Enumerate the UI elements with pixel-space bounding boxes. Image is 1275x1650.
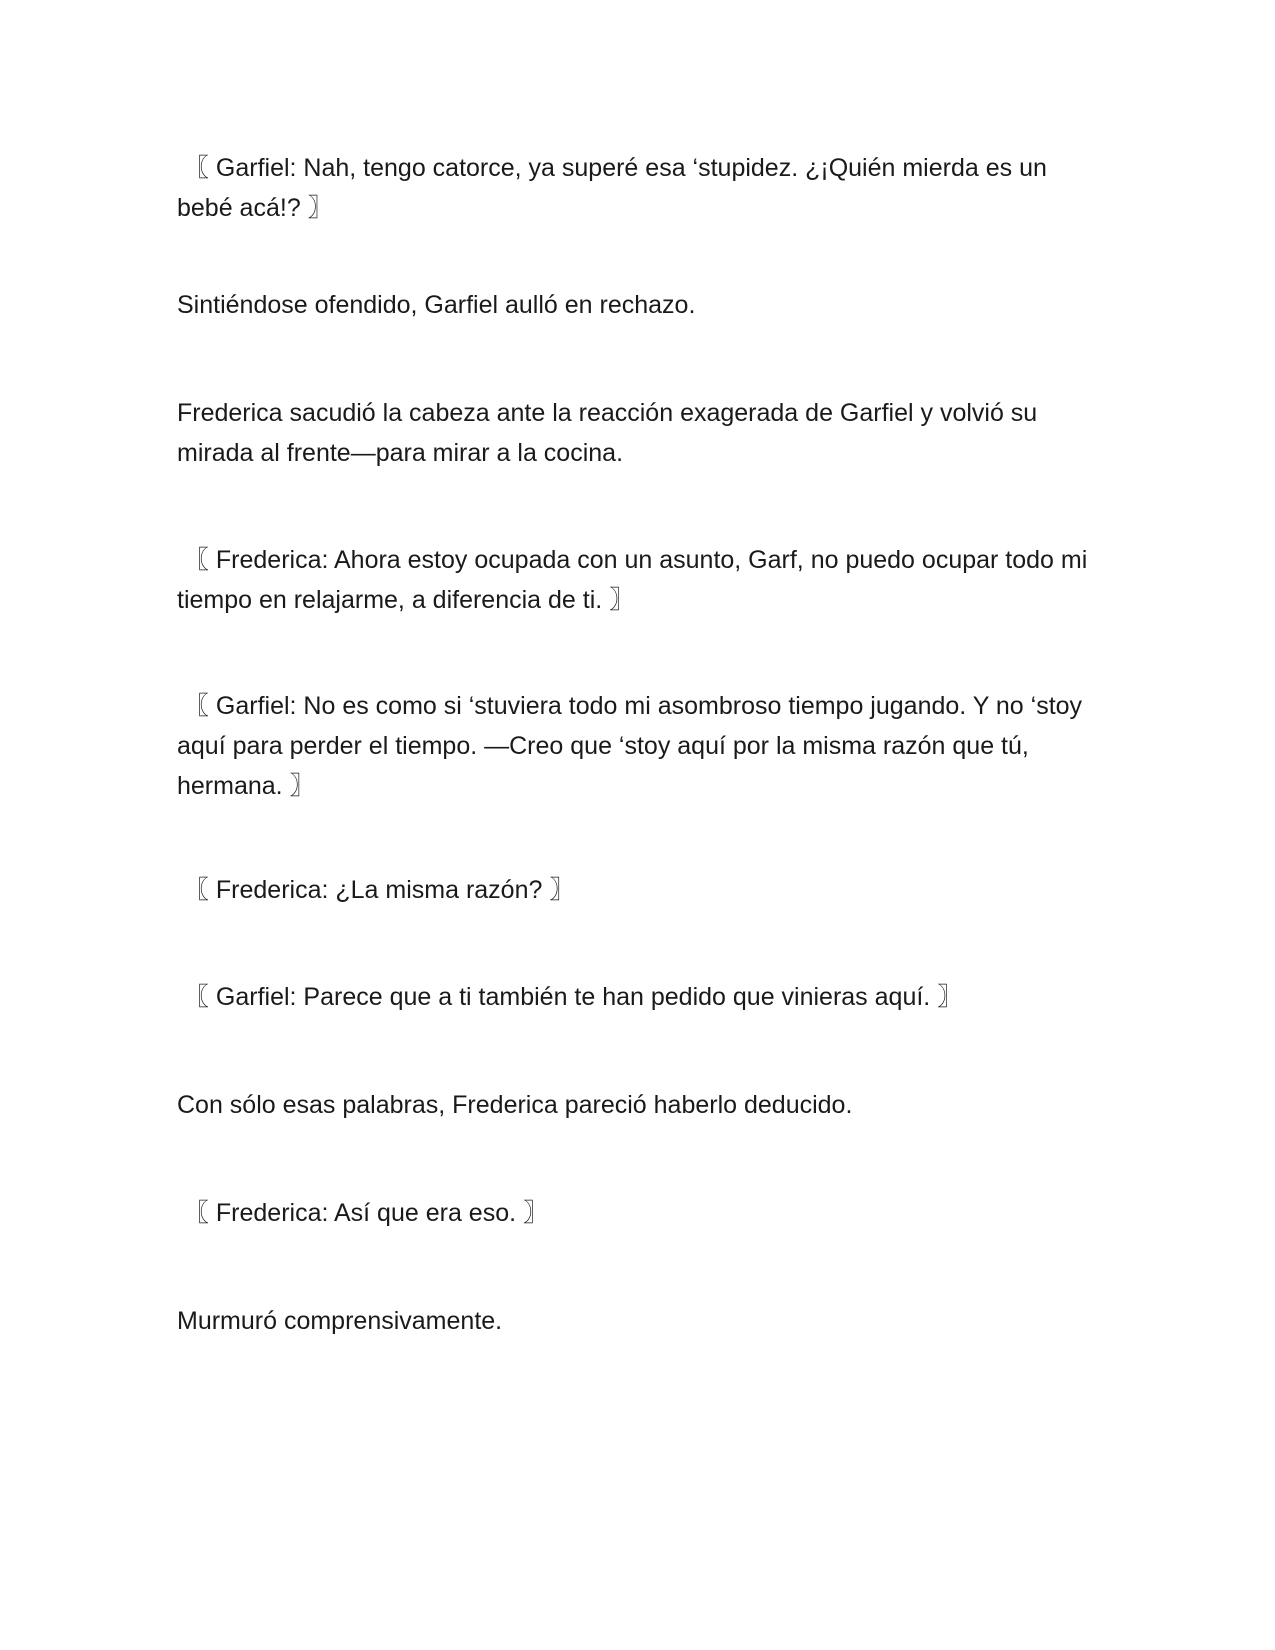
paragraph-frederica-line-1: 〖 Frederica: Ahora estoy ocupada con un asunto, Garf, no puedo ocupar todo mi tiempo en relajarme, a diferencia de ti. 〗 [177, 546, 1095, 614]
paragraph-garfiel-line-2: 〖 Garfiel: No es como si ‘stuviera todo mi asombroso tiempo jugando. Y no ‘stoy aquí para perder el tiempo. —Creo que ‘stoy aquí por la misma razón que tú, hermana. 〗 [177, 692, 1090, 800]
paragraph-frederica-line-3: 〖 Frederica: Así que era eso. 〗 [177, 1199, 548, 1227]
paragraph-narration-2: Frederica sacudió la cabeza ante la reacción exagerada de Garfiel y volvió su mirada al frente—para mirar a la cocina. [177, 399, 1045, 467]
paragraph-narration-4: Murmuró comprensivamente. [177, 1307, 503, 1335]
paragraph-frederica-line-2: 〖 Frederica: ¿La misma razón? 〗 [177, 876, 575, 904]
paragraph-garfiel-line-3: 〖 Garfiel: Parece que a ti también te han pedido que vinieras aquí. 〗 [177, 983, 963, 1011]
paragraph-narration-1: Sintiéndose ofendido, Garfiel aulló en rechazo. [177, 291, 696, 319]
paragraph-narration-3: Con sólo esas palabras, Frederica pareció haberlo deducido. [177, 1091, 853, 1119]
paragraph-garfiel-line-1: 〖 Garfiel: Nah, tengo catorce, ya superé esa ‘stupidez. ¿¡Quién mierda es un bebé acá!? 〗 [177, 154, 1054, 222]
